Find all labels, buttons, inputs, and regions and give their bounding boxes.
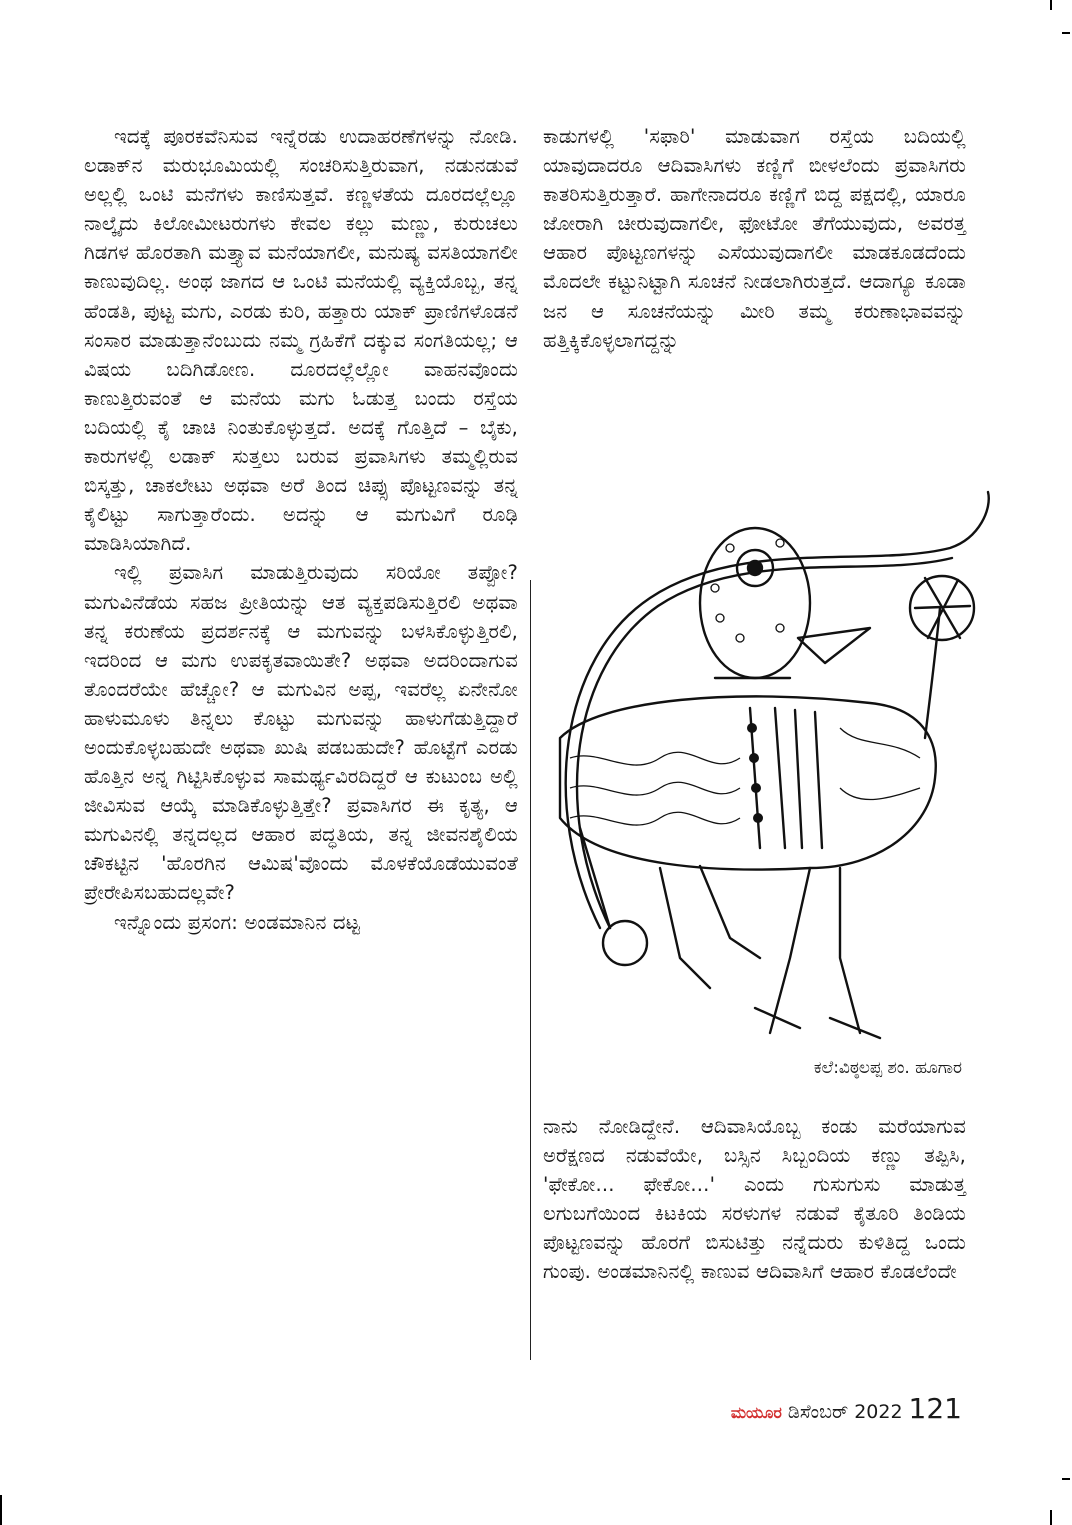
crop-mark	[0, 1495, 2, 1525]
paragraph: ಕಾಡುಗಳಲ್ಲಿ 'ಸಫಾರಿ' ಮಾಡುವಾಗ ರಸ್ತೆಯ ಬದಿಯಲ್ಲಿ ಯಾವುದಾದರೂ ಆದಿವಾಸಿಗಳು ಕಣ್ಣಿಗೆ ಬೀಳಲೆಂದು ಪ್ರವಾಸಿಗರು ಕಾತರಿಸುತ್ತಿರುತ್ತಾರೆ. ಹಾಗೇನಾದರೂ ಕಣ್ಣಿಗೆ ಬಿದ್ದ ಪಕ್ಷದಲ್ಲಿ, ಯಾರೂ ಜೋರಾಗಿ ಚೀರುವುದಾಗಲೀ, ಫೋಟೋ ತೆಗೆಯುವುದು, ಅವರತ್ತ ಆಹಾರ ಪೊಟ್ಟಣಗಳನ್ನು ಎಸೆಯುವುದಾಗಲೀ ಮಾಡಕೂಡದೆಂದು ಮೊದಲೇ ಕಟ್ಟುನಿಟ್ಟಾಗಿ ಸೂಚನೆ ನೀಡಲಾಗಿರುತ್ತದೆ. ಆದಾಗ್ಯೂ ಕೂಡಾ ಜನ ಆ ಸೂಚನೆಯನ್ನು ಮೀರಿ ತಮ್ಮ ಕರುಣಾಭಾವವನ್ನು ಹತ್ತಿಕ್ಕಿಕೊಳ್ಳಲಾಗದ್ದನ್ನು	[543, 125, 966, 352]
page-number: 121	[908, 1392, 962, 1425]
crop-mark	[1062, 1478, 1070, 1480]
column-divider	[530, 580, 531, 1360]
paragraph: ಇದಕ್ಕೆ ಪೂರಕವೆನಿಸುವ ಇನ್ನೆರಡು ಉದಾಹರಣೆಗಳನ್ನು ನೋಡಿ. ಲಡಾಕ್‌ನ ಮರುಭೂಮಿಯಲ್ಲಿ ಸಂಚರಿಸುತ್ತಿರುವಾಗ, ನಡುನಡುವೆ ಅಲ್ಲಲ್ಲಿ ಒಂಟಿ ಮನೆಗಳು ಕಾಣಿಸುತ್ತವೆ. ಕಣ್ಣಳತೆಯ ದೂರದಲ್ಲೆಲ್ಲೂ ನಾಲ್ಕೈದು ಕಿಲೋಮೀಟರುಗಳು ಕೇವಲ ಕಲ್ಲು ಮಣ್ಣು, ಕುರುಚಲು ಗಿಡಗಳ ಹೊರತಾಗಿ ಮತ್ತ್ಯಾವ ಮನೆಯಾಗಲೀ, ಮನುಷ್ಯ ವಸತಿಯಾಗಲೀ ಕಾಣುವುದಿಲ್ಲ. ಅಂಥ ಜಾಗದ ಆ ಒಂಟಿ ಮನೆಯಲ್ಲಿ ವ್ಯಕ್ತಿಯೊಬ್ಬ, ತನ್ನ ಹೆಂಡತಿ, ಪುಟ್ಟ ಮಗು, ಎರಡು ಕುರಿ, ಹತ್ತಾರು ಯಾಕ್ ಪ್ರಾಣಿಗಳೊಡನೆ ಸಂಸಾರ ಮಾಡುತ್ತಾನೆಂಬುದು ನಮ್ಮ ಗ್ರಹಿಕೆಗೆ ದಕ್ಕುವ ಸಂಗತಿಯಲ್ಲ; ಆ ವಿಷಯ ಬದಿಗಿಡೋಣ. ದೂರದಲ್ಲೆಲ್ಲೋ ವಾಹನವೊಂದು ಕಾಣುತ್ತಿರುವಂತೆ ಆ ಮನೆಯ ಮಗು ಓಡುತ್ತ ಬಂದು ರಸ್ತೆಯ ಬದಿಯಲ್ಲಿ ಕೈ ಚಾಚಿ ನಿಂತುಕೊಳ್ಳುತ್ತದೆ. ಅದಕ್ಕೆ ಗೊತ್ತಿದೆ – ಬೈಕು, ಕಾರುಗಳಲ್ಲಿ ಲಡಾಕ್ ಸುತ್ತಲು ಬರುವ ಪ್ರವಾಸಿಗಳು ತಮ್ಮಲ್ಲಿರುವ ಬಿಸ್ಕತ್ತು, ಚಾಕಲೇಟು ಅಥವಾ ಅರೆ ತಿಂದ ಚಿಪ್ಸು ಪೊಟ್ಟಣವನ್ನು ತನ್ನ ಕೈಲಿಟ್ಟು ಸಾಗುತ್ತಾರೆಂದು. ಅದನ್ನು ಆ ಮಗುವಿಗೆ ರೂಢಿ ಮಾಡಿಸಿಯಾಗಿದೆ.	[84, 125, 518, 556]
ink-drawing-creature-icon	[540, 488, 1002, 1080]
page-footer	[731, 1392, 962, 1425]
paragraph: ಇಲ್ಲಿ ಪ್ರವಾಸಿಗ ಮಾಡುತ್ತಿರುವುದು ಸರಿಯೋ ತಪ್ಪೋ? ಮಗುವಿನೆಡೆಯ ಸಹಜ ಪ್ರೀತಿಯನ್ನು ಆತ ವ್ಯಕ್ತಪಡಿಸುತ್ತಿರಲಿ ಅಥವಾ ತನ್ನ ಕರುಣೆಯ ಪ್ರದರ್ಶನಕ್ಕೆ ಆ ಮಗುವನ್ನು ಬಳಸಿಕೊಳ್ಳುತ್ತಿರಲಿ, ಇದರಿಂದ ಆ ಮಗು ಉಪಕೃತವಾಯಿತೇ? ಅಥವಾ ಅದರಿಂದಾಗುವ ತೊಂದರೆಯೇ ಹೆಚ್ಚೋ? ಆ ಮಗುವಿನ ಅಪ್ಪ, ಇವರೆಲ್ಲ ಏನೇನೋ ಹಾಳುಮೂಳು ತಿನ್ನಲು ಕೊಟ್ಟು ಮಗುವನ್ನು ಹಾಳುಗೆಡುತ್ತಿದ್ದಾರೆ ಅಂದುಕೊಳ್ಳಬಹುದೇ ಅಥವಾ ಖುಷಿ ಪಡಬಹುದೇ? ಹೊಟ್ಟೆಗೆ ಎರಡು ಹೊತ್ತಿನ ಅನ್ನ ಗಿಟ್ಟಿಸಿಕೊಳ್ಳುವ ಸಾಮರ್ಥ್ಯವಿರದಿದ್ದರೆ ಆ ಕುಟುಂಬ ಅಲ್ಲಿ ಜೀವಿಸುವ ಆಯ್ಕೆ ಮಾಡಿಕೊಳ್ಳುತ್ತಿತ್ತೇ? ಪ್ರವಾಸಿಗರ ಈ ಕೃತ್ಯ, ಆ ಮಗುವಿನಲ್ಲಿ ತನ್ನದಲ್ಲದ ಆಹಾರ ಪದ್ಧತಿಯ, ತನ್ನ ಜೀವನಶೈಲಿಯ ಚೌಕಟ್ಟಿನ 'ಹೊರಗಿನ ಆಮಿಷ'ವೊಂದು ಮೊಳಕೆಯೊಡೆಯುವಂತೆ ಪ್ರೇರೇಪಿಸಬಹುದಲ್ಲವೇ?	[84, 561, 518, 905]
crop-mark	[1062, 32, 1070, 34]
paragraph: ನಾನು ನೋಡಿದ್ದೇನೆ. ಆದಿವಾಸಿಯೊಬ್ಬ ಕಂಡು ಮರೆಯಾಗುವ ಅರೆಕ್ಷಣದ ನಡುವೆಯೇ, ಬಸ್ಸಿನ ಸಿಬ್ಬಂದಿಯ ಕಣ್ಣು ತಪ್ಪಿಸಿ, 'ಫೇಕೋ... ಫೇಕೋ...' ಎಂದು ಗುಸುಗುಸು ಮಾಡುತ್ತ ಲಗುಬಗೆಯಿಂದ ಕಿಟಕಿಯ ಸರಳುಗಳ ನಡುವೆ ಕೈತೂರಿ ತಿಂಡಿಯ ಪೊಟ್ಟಣವನ್ನು ಹೊರಗೆ ಬಿಸುಟಿತ್ತು ನನ್ನೆದುರು ಕುಳಿತಿದ್ದ ಒಂದು ಗುಂಪು. ಅಂಡಮಾನಿನಲ್ಲಿ ಕಾಣುವ ಆದಿವಾಸಿಗೆ ಆಹಾರ ಕೊಡಲೆಂದೇ	[543, 1115, 966, 1284]
article-left-column	[84, 122, 518, 937]
crop-mark	[1050, 1510, 1052, 1525]
issue-date: ಡಿಸೆಂಬರ್ 2022	[787, 1401, 903, 1423]
magazine-name: ಮಯೂರ	[730, 1403, 782, 1422]
crop-mark	[1050, 0, 1052, 10]
artwork-caption: ಕಲೆ:ವಿಠ್ಠಲಪ್ಪ ಶಂ. ಹೂಗಾರ	[813, 1058, 962, 1078]
article-right-column-top	[543, 122, 966, 355]
article-right-column-bottom	[543, 1112, 966, 1287]
paragraph: ಇನ್ನೊಂದು ಪ್ರಸಂಗ: ಅಂಡಮಾನಿನ ದಟ್ಟ	[114, 910, 361, 934]
